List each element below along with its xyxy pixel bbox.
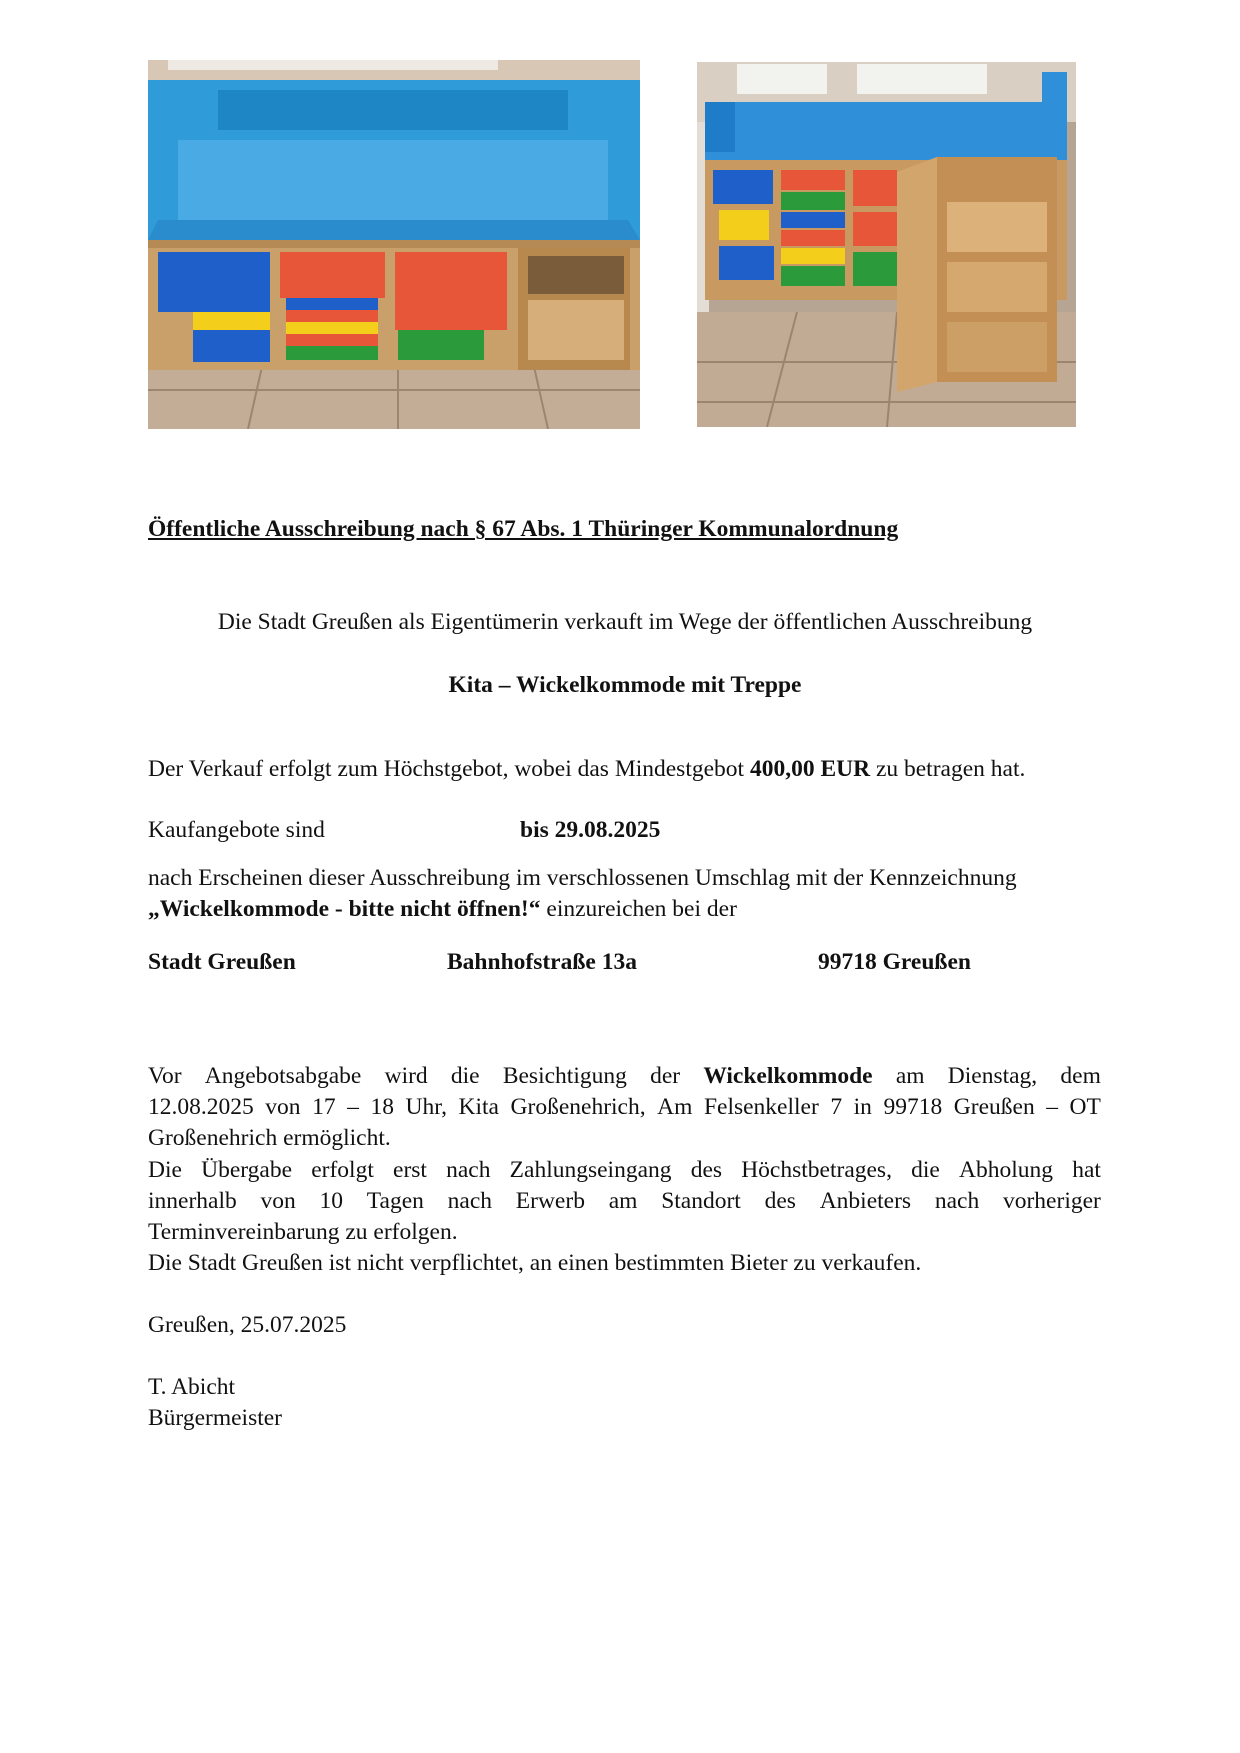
- price-text-after: zu betragen hat.: [870, 756, 1026, 782]
- word: 7: [830, 1094, 843, 1120]
- word: von: [265, 1094, 301, 1120]
- intro-text: Die Stadt Greußen als Eigentümerin verkauft im Wege der öffentlichen Ausschreibung: [217, 609, 1033, 635]
- word: Uhr,: [405, 1094, 447, 1120]
- word: nach: [934, 1188, 980, 1214]
- page-title: Öffentliche Ausschreibung nach § 67 Abs. 1 Thüringer Kommunalordnung: [148, 516, 899, 542]
- word: von: [260, 1188, 296, 1214]
- word: wird: [384, 1063, 428, 1089]
- word: des: [690, 1157, 723, 1183]
- place-date: Greußen, 25.07.2025: [148, 1312, 347, 1338]
- word: Abholung: [959, 1157, 1054, 1183]
- submission-line-2: [148, 894, 737, 925]
- price-text-before: Der Verkauf erfolgt zum Höchstgebot, wobei das Mindestgebot: [148, 756, 750, 782]
- word: Erwerb: [515, 1188, 585, 1214]
- word: Wickelkommode: [703, 1063, 873, 1089]
- word: Großenehrich,: [510, 1094, 646, 1120]
- visit-paragraph: [148, 1061, 1101, 1154]
- word: Zahlungseingang: [509, 1157, 672, 1183]
- word: erst: [393, 1157, 427, 1183]
- deadline-label: Kaufangebote sind: [148, 817, 325, 843]
- word: Greußen: [953, 1094, 1035, 1120]
- word: Höchstbetrages,: [741, 1157, 892, 1183]
- word: Kita: [458, 1094, 499, 1120]
- word: Dienstag,: [947, 1063, 1038, 1089]
- submission-line-1: nach Erscheinen dieser Ausschreibung im verschlossenen Umschlag mit der Kennzeichnung: [148, 865, 1017, 891]
- word: Vor: [148, 1063, 182, 1089]
- submission-text: einzureichen bei der: [540, 896, 737, 922]
- signer-title: Bürgermeister: [148, 1405, 283, 1431]
- word: 99718: [883, 1094, 943, 1120]
- address-city: 99718 Greußen: [818, 949, 971, 975]
- word: innerhalb: [148, 1188, 237, 1214]
- word: Die: [148, 1157, 182, 1183]
- word: erfolgt: [311, 1157, 374, 1183]
- minimum-bid: 400,00 EUR: [749, 756, 871, 782]
- word: in: [853, 1094, 872, 1120]
- word: –: [1046, 1094, 1058, 1120]
- word: Besichtigung: [502, 1063, 627, 1089]
- word: der: [650, 1063, 681, 1089]
- word: hat: [1072, 1157, 1101, 1183]
- word: 17: [312, 1094, 336, 1120]
- signer-name: T. Abicht: [148, 1374, 236, 1400]
- address-street: Bahnhofstraße 13a: [447, 949, 637, 975]
- word: nach: [446, 1157, 491, 1183]
- word: am: [608, 1188, 638, 1214]
- word: vorheriger: [1002, 1188, 1101, 1214]
- price-sentence: [148, 754, 1025, 785]
- visit-line-1: [148, 1061, 1101, 1092]
- handover-line-3: Terminvereinbarung zu erfolgen.: [148, 1219, 458, 1245]
- handover-line-1: [148, 1155, 1101, 1186]
- word: Übergabe: [201, 1157, 293, 1183]
- word: Felsenkeller: [703, 1094, 819, 1120]
- handover-line-2: [148, 1186, 1101, 1217]
- word: –: [347, 1094, 359, 1120]
- deadline-value: bis 29.08.2025: [520, 817, 661, 843]
- no-obligation-note: Die Stadt Greußen ist nicht verpflichtet, an einen bestimmten Bieter zu verkaufen.: [148, 1250, 922, 1276]
- item-title: Kita – Wickelkommode mit Treppe: [448, 672, 802, 698]
- word: 10: [319, 1188, 344, 1214]
- word: Standort: [661, 1188, 741, 1214]
- word: 18: [370, 1094, 394, 1120]
- word: 12.08.2025: [148, 1094, 254, 1120]
- word: Am: [657, 1094, 693, 1120]
- visit-line-3: Großenehrich ermöglicht.: [148, 1125, 391, 1151]
- word: Tagen: [366, 1188, 424, 1214]
- word: des: [764, 1188, 796, 1214]
- envelope-marking: „Wickelkommode - bitte nicht öffnen!“: [148, 896, 541, 922]
- photo-changing-table-front: [148, 60, 640, 429]
- photo-changing-table-stairs-illustration: [697, 62, 1076, 427]
- photo-changing-table-front-illustration: [148, 60, 640, 429]
- visit-line-2: [148, 1092, 1101, 1123]
- word: am: [895, 1063, 925, 1089]
- handover-paragraph: [148, 1155, 1101, 1248]
- word: Anbieters: [819, 1188, 912, 1214]
- word: OT: [1069, 1094, 1101, 1120]
- address-name: Stadt Greußen: [148, 949, 296, 975]
- word: die: [450, 1063, 480, 1089]
- photo-changing-table-stairs: [697, 62, 1076, 427]
- word: Angebotsabgabe: [204, 1063, 362, 1089]
- word: nach: [447, 1188, 493, 1214]
- word: die: [911, 1157, 940, 1183]
- word: dem: [1060, 1063, 1101, 1089]
